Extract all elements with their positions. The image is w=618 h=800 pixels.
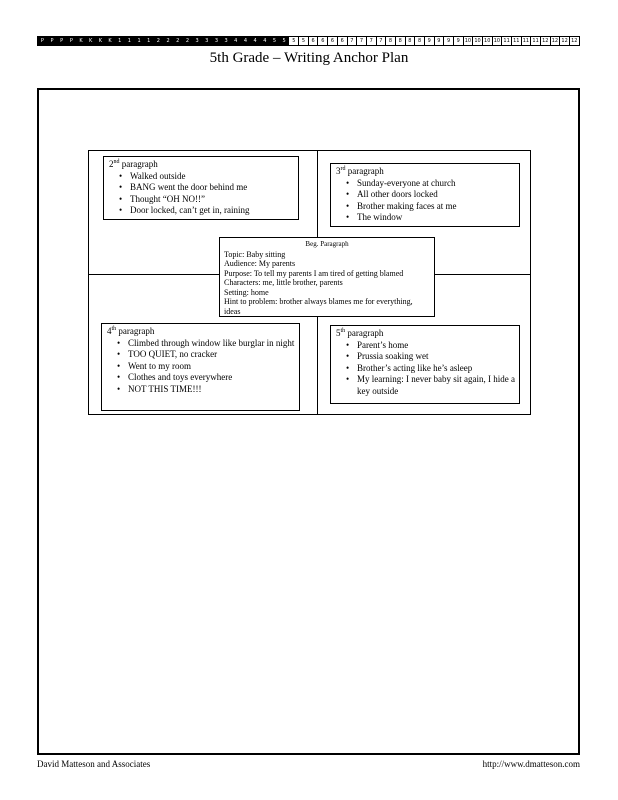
grade-cell: 8: [396, 37, 406, 45]
grade-cell: 4: [241, 37, 251, 45]
grade-level-strip: [37, 36, 580, 46]
grade-cell: 2: [183, 37, 193, 45]
characters-row: Characters: me, little brother, parents: [224, 278, 343, 287]
list-item: • Clothes and toys everywhere: [117, 372, 296, 384]
grade-cell: 11: [502, 37, 512, 45]
list-item: • All other doors locked: [346, 189, 516, 201]
paragraph-4-box: [101, 323, 300, 411]
grade-cell: 6: [338, 37, 348, 45]
setting-row: Setting: home: [224, 287, 269, 297]
grade-cell: P: [38, 37, 48, 45]
grade-cell: 1: [125, 37, 135, 45]
list-item: • Brother making faces at me: [346, 201, 516, 213]
grade-cell: 8: [386, 37, 396, 45]
list-item: • Prussia soaking wet: [346, 351, 516, 363]
grade-cell: 11: [522, 37, 532, 45]
grade-cell: 11: [531, 37, 541, 45]
grade-cell: 8: [415, 37, 425, 45]
list-item: • Went to my room: [117, 361, 296, 373]
grade-cell: 8: [406, 37, 416, 45]
list-item: • NOT THIS TIME!!!: [117, 384, 296, 396]
paragraph-3-box: [330, 163, 520, 227]
paragraph-2-list: [119, 171, 295, 217]
list-item: • My learning: I never baby sit again, I hide a key outside: [346, 374, 516, 397]
list-item: • The window: [346, 212, 516, 224]
grade-cell: 12: [560, 37, 570, 45]
grade-cell: 12: [571, 38, 578, 44]
grade-cell: K: [77, 37, 87, 45]
paragraph-4-heading: 4th paragraph: [107, 326, 155, 336]
grade-cell: 9: [454, 37, 464, 45]
paragraph-4-list: [117, 338, 296, 396]
topic-row: Topic: Baby sitting: [224, 249, 286, 259]
grade-cell: 7: [367, 37, 377, 45]
grade-cell: 3: [193, 37, 203, 45]
footer-publisher: David Matteson and Associates: [37, 759, 151, 769]
list-item: • Parent’s home: [346, 340, 516, 352]
grade-cell: 5: [299, 37, 309, 45]
hint-to-problem-row: Hint to problem: brother always blames me for everything, ideas: [224, 297, 413, 316]
beginning-paragraph-heading: Beg. Paragraph: [305, 240, 349, 248]
grade-cell: 5: [289, 37, 299, 45]
list-item: • BANG went the door behind me: [119, 182, 295, 194]
grade-cell: 3: [222, 37, 232, 45]
paragraph-5-box: [330, 325, 520, 404]
grade-cell: K: [106, 37, 116, 45]
grade-cell: 12: [551, 37, 561, 45]
list-item: • Brother’s acting like he’s asleep: [346, 363, 516, 375]
list-item: • Thought “OH NO!!”: [119, 194, 295, 206]
purpose-row: Purpose: To tell my parents I am tired of getting blamed: [224, 268, 404, 278]
grade-cell: P: [57, 37, 67, 45]
paragraph-5-list: [346, 340, 516, 398]
paragraph-3-list: [346, 178, 516, 224]
grade-cell: K: [86, 37, 96, 45]
grade-cell: 6: [309, 37, 319, 45]
grade-cell: 3: [212, 37, 222, 45]
grade-cell: 4: [251, 37, 261, 45]
footer-url[interactable]: http://www.dmatteson.com: [482, 759, 580, 769]
grade-cell: 4: [231, 37, 241, 45]
grade-cell: 2: [154, 37, 164, 45]
paragraph-2-box: [103, 156, 299, 220]
list-item: • TOO QUIET, no cracker: [117, 349, 296, 361]
list-item: • Sunday-everyone at church: [346, 178, 516, 190]
grade-cell: 10: [493, 37, 503, 45]
grade-cell: 4: [260, 37, 270, 45]
grade-cell: 11: [512, 37, 522, 45]
grade-cell: 7: [377, 37, 387, 45]
list-item: • Door locked, can’t get in, raining: [119, 205, 295, 217]
grade-cell: 1: [115, 37, 125, 45]
grade-cell: K: [96, 37, 106, 45]
audience-row: Audience: My parents: [224, 259, 296, 268]
grade-cell: 7: [348, 37, 358, 45]
grade-cell: 1: [135, 37, 145, 45]
grade-cell: P: [67, 37, 77, 45]
grade-cell: 1: [144, 37, 154, 45]
grade-cell: 9: [425, 37, 435, 45]
grade-cell: 10: [473, 37, 483, 45]
list-item: • Walked outside: [119, 171, 295, 183]
grade-cell: 7: [357, 37, 367, 45]
grade-cell: 2: [173, 37, 183, 45]
paragraph-2-heading: 2nd paragraph: [109, 159, 158, 169]
grade-cell: P: [48, 37, 58, 45]
grade-cell: 2: [164, 37, 174, 45]
grade-cell: 12: [541, 37, 551, 45]
beginning-paragraph-box: [219, 237, 435, 317]
paragraph-5-heading: 5th paragraph: [336, 328, 384, 338]
list-item: • Climbed through window like burglar in night: [117, 338, 296, 350]
grade-cell: 10: [464, 37, 474, 45]
grade-cell: 3: [202, 37, 212, 45]
paragraph-3-heading: 3rd paragraph: [336, 166, 384, 176]
grade-cell: 9: [435, 37, 445, 45]
grade-cell: 9: [444, 37, 454, 45]
grade-cell: 5: [280, 37, 290, 45]
grade-cell: 5: [270, 37, 280, 45]
grade-cell: 6: [328, 37, 338, 45]
page-title: 5th Grade – Writing Anchor Plan: [209, 50, 409, 66]
grade-cell: 6: [318, 37, 328, 45]
grade-cell: 10: [483, 37, 493, 45]
